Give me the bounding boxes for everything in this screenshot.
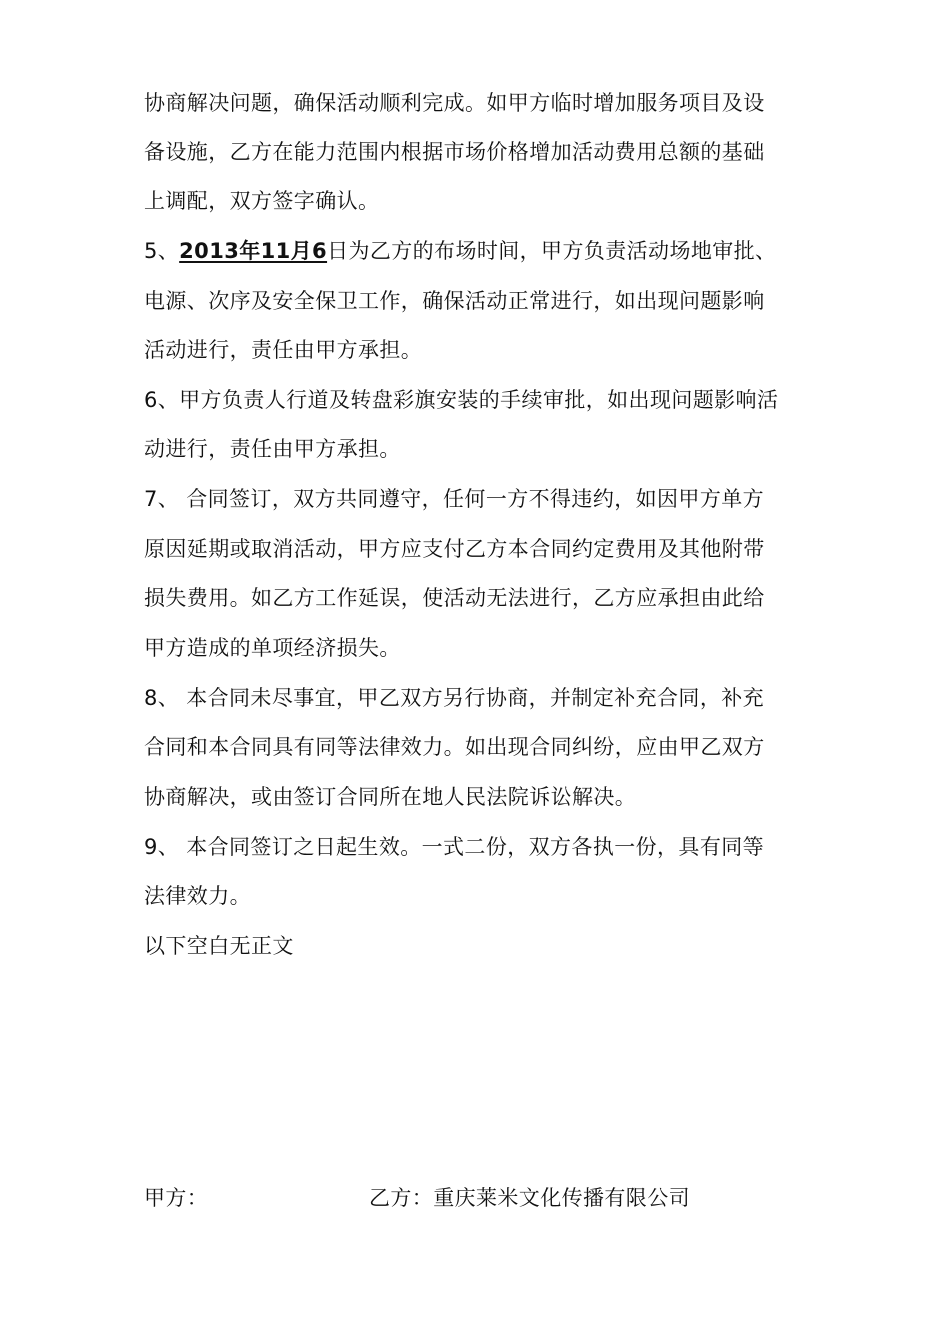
clause-8-line-2: 合同和本合同具有同等法律效力。如出现合同纠纷，应由甲乙双方: [144, 735, 765, 759]
clause-4-line-3: 上调配，双方签字确认。: [144, 189, 380, 213]
clause-6-line-2: 动进行，责任由甲方承担。: [144, 437, 401, 461]
clause-5-number: 5、: [144, 239, 180, 263]
clause-5-date: 2013年11月6: [179, 239, 328, 263]
party-a-signature-label: 甲方：: [144, 1186, 209, 1210]
end-note: 以下空白无正文: [144, 934, 294, 958]
clause-5-line-1-rest: 日为乙方的布场时间，甲方负责活动场地审批、: [327, 239, 777, 263]
clause-5-line-3: 活动进行，责任由甲方承担。: [144, 338, 423, 362]
party-b-signature-label: 乙方：重庆莱米文化传播有限公司: [369, 1186, 690, 1210]
clause-8-line-3: 协商解决，或由签订合同所在地人民法院诉讼解决。: [144, 785, 637, 809]
clause-4-line-2: 备设施，乙方在能力范围内根据市场价格增加活动费用总额的基础: [144, 140, 765, 164]
clause-5-line-2: 电源、次序及安全保卫工作，确保活动正常进行，如出现问题影响: [144, 289, 765, 313]
clause-7-line-3: 损失费用。如乙方工作延误，使活动无法进行，乙方应承担由此给: [144, 586, 765, 610]
clause-4-line-1: 协商解决问题，确保活动顺利完成。如甲方临时增加服务项目及设: [144, 91, 765, 115]
clause-7-line-2: 原因延期或取消活动，甲方应支付乙方本合同约定费用及其他附带: [144, 537, 765, 561]
clause-9-line-1: 9、 本合同签订之日起生效。一式二份，双方各执一份，具有同等: [144, 835, 765, 859]
clause-5-line-1: [144, 236, 776, 266]
clause-9-line-2: 法律效力。: [144, 884, 251, 908]
clause-8-line-1: 8、 本合同未尽事宜，甲乙双方另行协商，并制定补充合同，补充: [144, 686, 765, 710]
clause-6-line-1: 6、甲方负责人行道及转盘彩旗安装的手续审批，如出现问题影响活: [144, 388, 779, 412]
clause-7-line-1: 7、 合同签订，双方共同遵守，任何一方不得违约，如因甲方单方: [144, 487, 765, 511]
clause-7-line-4: 甲方造成的单项经济损失。: [144, 636, 401, 660]
